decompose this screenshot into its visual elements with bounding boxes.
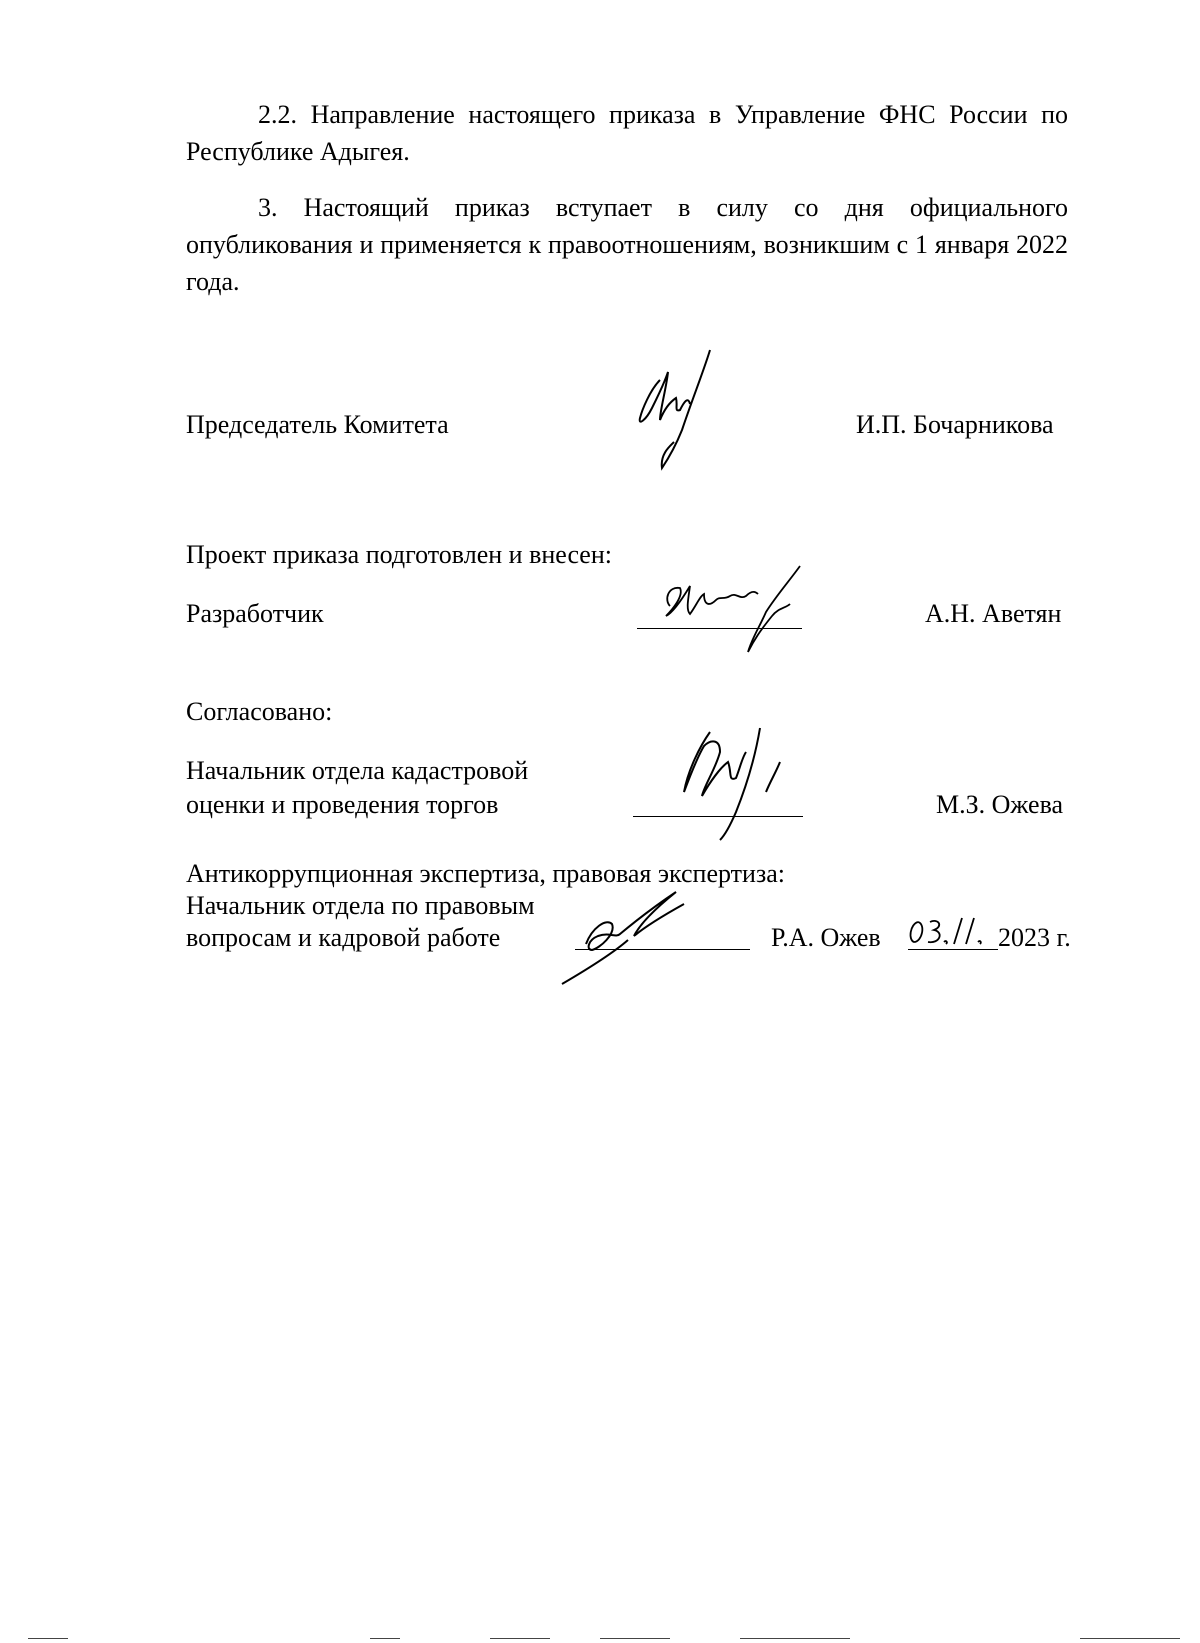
scan-artifact — [600, 1638, 670, 1639]
scan-artifact — [28, 1638, 68, 1639]
chairman-name: И.П. Бочарникова — [856, 410, 1054, 439]
cadastral-head-position-line2: оценки и проведения торгов — [186, 790, 499, 819]
scan-artifact — [1080, 1638, 1180, 1639]
scan-artifact — [370, 1638, 400, 1639]
expertise-heading: Антикоррупционная экспертиза, правовая экспертиза: — [186, 859, 785, 888]
developer-signature — [660, 566, 810, 656]
legal-head-position-line1: Начальник отдела по правовым — [186, 891, 535, 920]
cadastral-head-position-line1: Начальник отдела кадастровой — [186, 756, 529, 785]
legal-head-signature — [556, 884, 726, 984]
cadastral-head-name: М.З. Ожева — [936, 790, 1064, 819]
legal-head-name: Р.А. Ожев — [771, 923, 881, 952]
developer-name: А.Н. Аветян — [925, 599, 1062, 628]
date-line — [908, 949, 998, 950]
chairman-position: Председатель Комитета — [186, 410, 449, 439]
scan-artifact — [740, 1638, 850, 1639]
chairman-signature — [630, 350, 740, 480]
legal-head-position-line2: вопросам и кадровой работе — [186, 923, 501, 952]
draft-heading: Проект приказа подготовлен и внесен: — [186, 540, 612, 569]
scan-artifact — [490, 1638, 550, 1639]
developer-position: Разработчик — [186, 599, 324, 628]
paragraph-3: 3. Настоящий приказ вступает в силу со дня официального опубликования и применяется к правоотношениям, возникшим с 1 января 2022 года. — [186, 193, 1068, 296]
paragraph-2-2: 2.2. Направление настоящего приказа в Управление ФНС России по Республике Адыгея. — [186, 100, 1068, 166]
agreed-heading: Согласовано: — [186, 697, 333, 726]
cadastral-head-signature — [680, 712, 790, 842]
handwritten-date — [906, 912, 996, 952]
date-year: 2023 г. — [998, 923, 1071, 952]
